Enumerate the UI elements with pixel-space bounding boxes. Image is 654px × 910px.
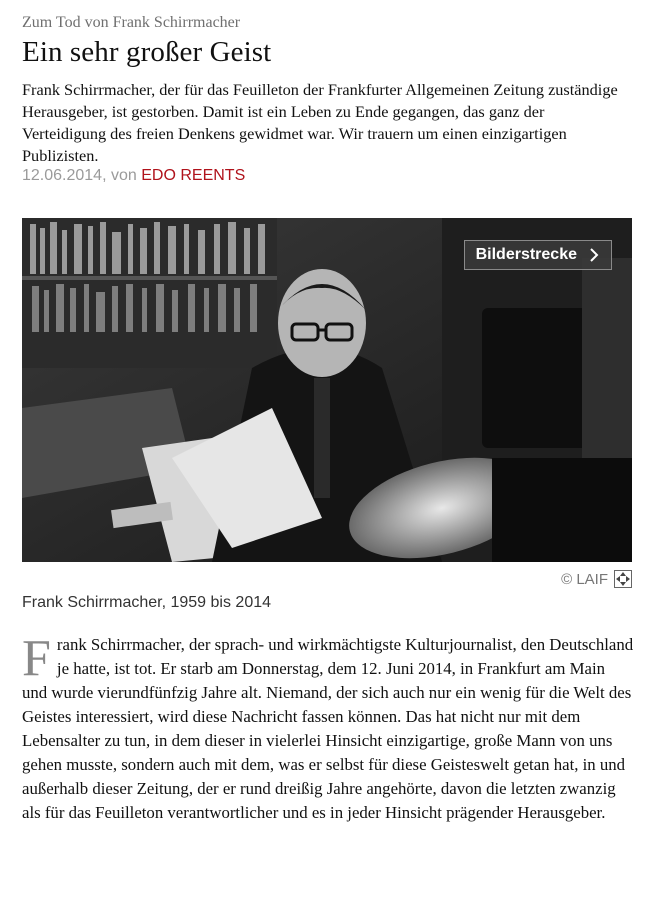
headline: Ein sehr großer Geist <box>22 36 272 68</box>
body-text: rank Schirrmacher, der sprach- und wirkmächtigste Kulturjournalist, den Deutschland je hatte, ist tot. Er starb am Donnerstag, dem 12. Juni 2014, in Frankfurt am Main und wurde vierundfünfzig Jahre alt. Niemand, der sich auch nur ein wenig für die Welt des Geistes interessiert, wird diese Nachricht fassen können. Das hat nicht nur mit dem Lebensalter zu tun, in dem dieser in vielerlei Hinsicht einzigartige, große Mann von uns gehen musste, sondern auch mit dem, was er selbst für diese Geisteswelt getan hat, in und außerhalb dieser Zeitung, der er rund dreißig Jahre angehörte, davon die letzten zwanzig als für das Feuilleton verantwortlicher und es in jeder Hinsicht prägender Herausgeber. <box>22 635 634 822</box>
credit-text: © LAIF <box>561 570 608 588</box>
photo-credit <box>561 570 632 588</box>
chevron-right-icon <box>587 248 601 262</box>
byline-prefix: , von <box>102 167 137 184</box>
kicker: Zum Tod von Frank Schirrmacher <box>22 14 241 31</box>
gallery-label: Bilderstrecke <box>475 246 577 263</box>
body-paragraph <box>22 630 634 825</box>
byline <box>22 167 245 185</box>
article-date: 12.06.2014 <box>22 167 103 184</box>
author-link[interactable]: EDO REENTS <box>141 167 246 184</box>
expand-icon[interactable] <box>614 570 632 588</box>
photo-caption: Frank Schirrmacher, 1959 bis 2014 <box>22 594 272 611</box>
teaser: Frank Schirrmacher, der für das Feuilleton der Frankfurter Allgemeinen Zeitung zuständige Herausgeber, ist gestorben. Damit ist ein Leben zu Ende gegangen, das ganz der Verteidigung des freien Denkens gewidmet war. Wir trauern um einen einzigartigen Publizisten. <box>22 80 618 165</box>
gallery-button[interactable] <box>464 240 612 270</box>
article-photo[interactable] <box>22 218 632 562</box>
dropcap: F <box>22 630 51 687</box>
article-body <box>22 630 634 825</box>
